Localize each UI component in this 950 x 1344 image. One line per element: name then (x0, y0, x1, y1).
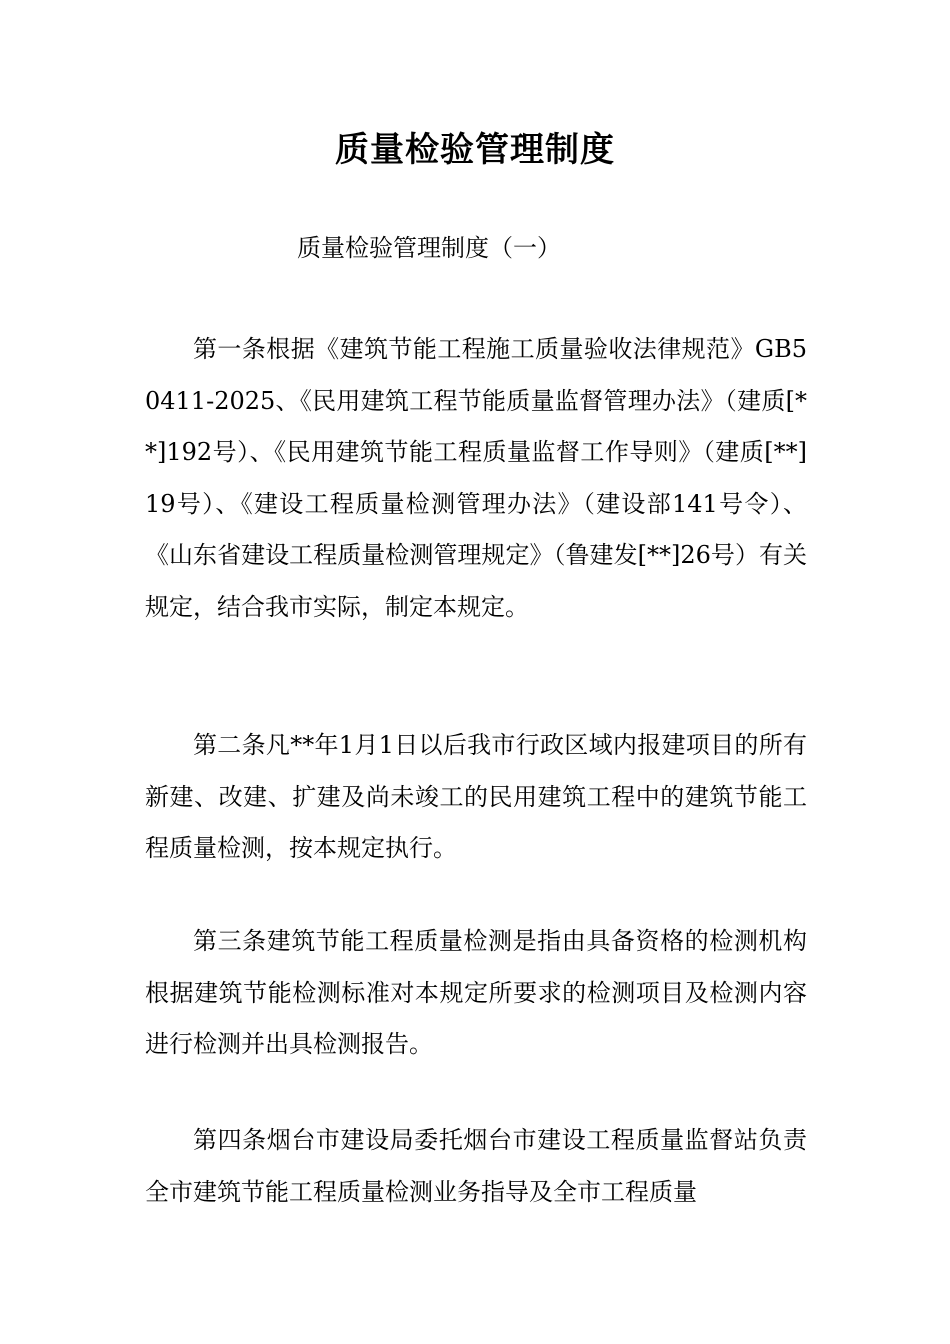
article-paragraph-4: 第四条烟台市建设局委托烟台市建设工程质量监督站负责全市建筑节能工程质量检测业务指导及全市工程质量 (145, 1126, 807, 1206)
document-title: 质量检验管理制度 (335, 130, 615, 170)
article-paragraph-1: 第一条根据《建筑节能工程施工质量验收法律规范》GB50411-2025、《民用建筑工程节能质量监督管理办法》（建质[**]192号）、《民用建筑节能工程质量监督工作导则》（建质[**]19号）、《建设工程质量检测管理办法》（建设部141号令）、《山东省建设工程质量检测管理规定》（鲁建发[**]26号）有关规定，结合我市实际，制定本规定。 (145, 335, 807, 621)
document-subtitle: 质量检验管理制度（一） (297, 234, 561, 262)
article-paragraph-3: 第三条建筑节能工程质量检测是指由具备资格的检测机构根据建筑节能检测标准对本规定所要求的检测项目及检测内容进行检测并出具检测报告。 (145, 927, 807, 1058)
article-paragraph-2: 第二条凡**年1月1日以后我市行政区域内报建项目的所有新建、改建、扩建及尚未竣工的民用建筑工程中的建筑节能工程质量检测，按本规定执行。 (145, 731, 807, 862)
